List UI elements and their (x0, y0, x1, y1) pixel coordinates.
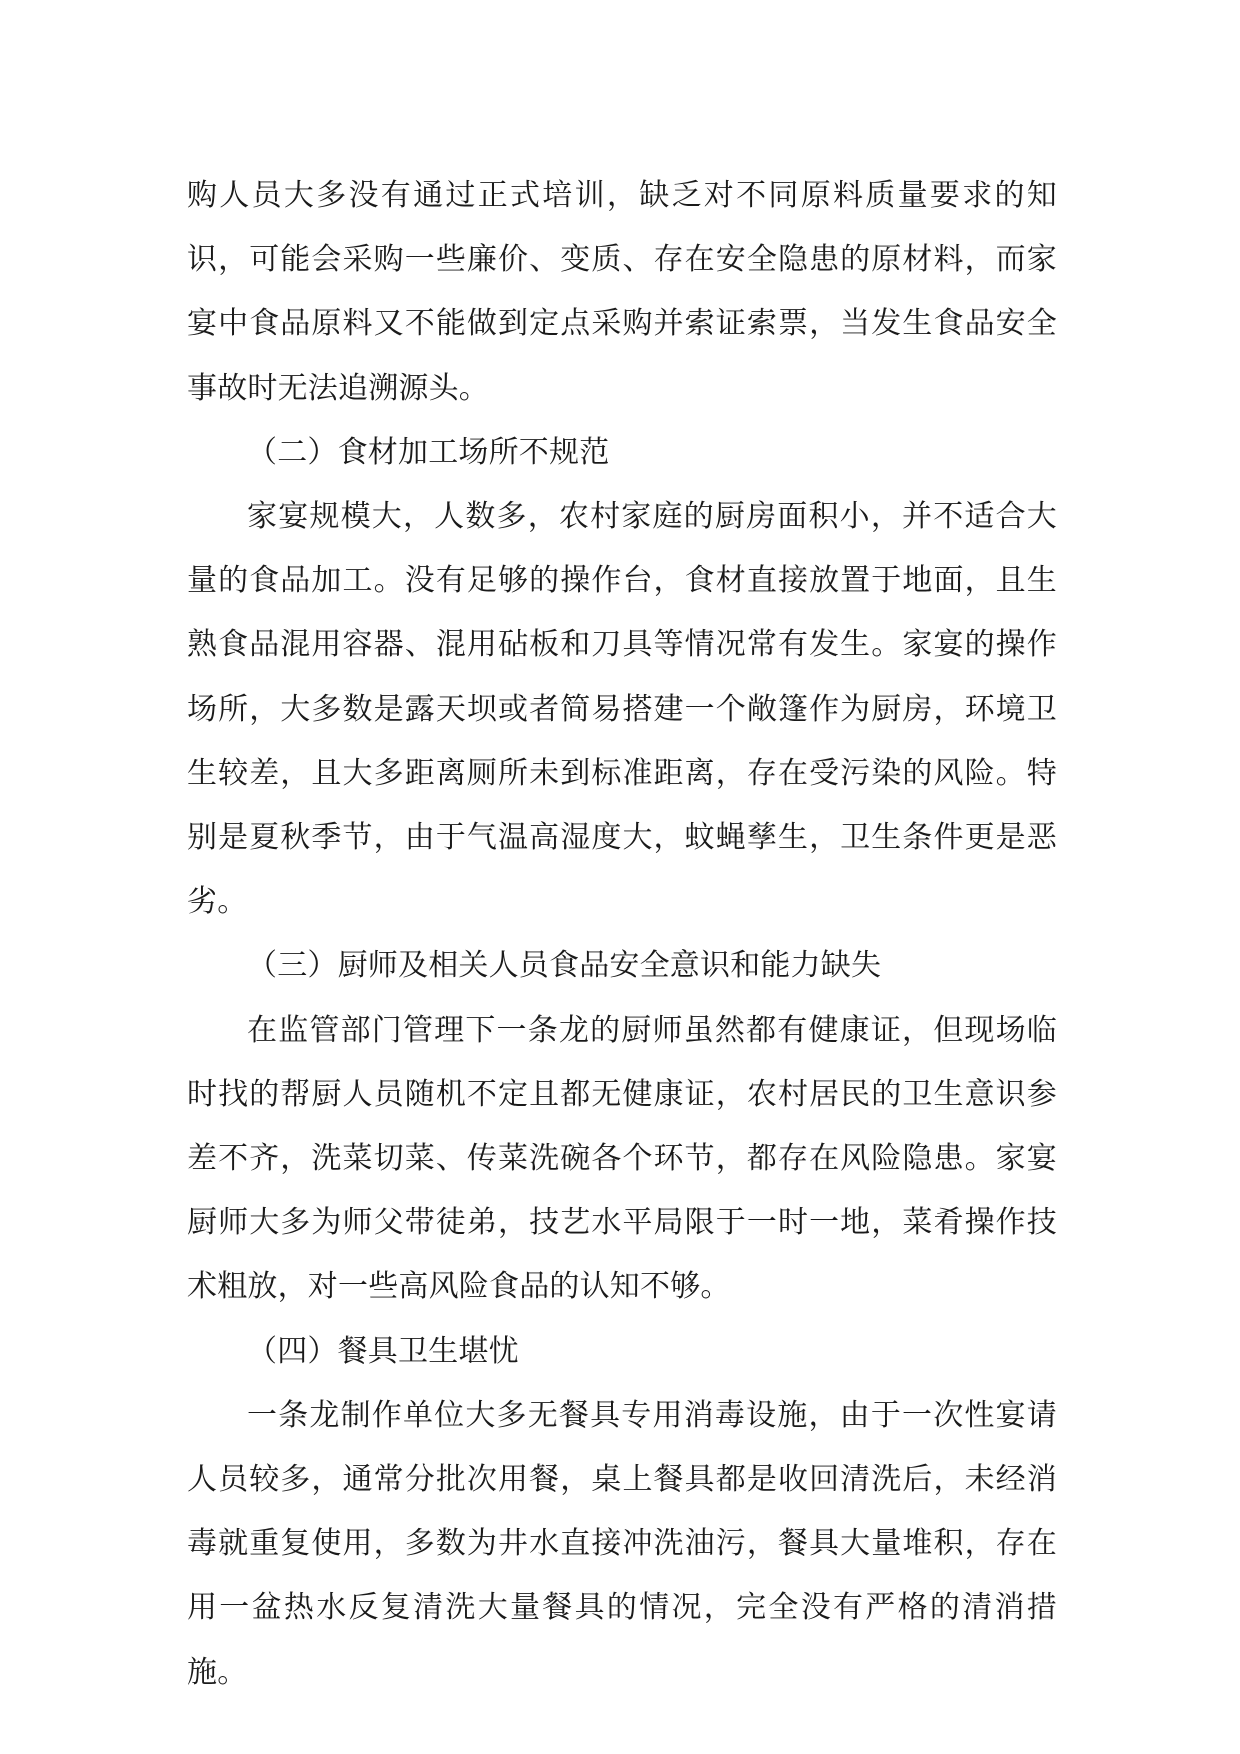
paragraph-chef-awareness: 在监管部门管理下一条龙的厨师虽然都有健康证，但现场临时找的帮厨人员随机不定且都无健康证，农村居民的卫生意识参差不齐，洗菜切菜、传菜洗碗各个环节，都存在风险隐患。家宴厨师大多为师父带徒弟，技艺水平局限于一时一地，菜肴操作技术粗放，对一些高风险食品的认知不够。 (187, 1012, 1057, 1305)
document-body (187, 164, 1057, 1705)
section-heading-4: （四）餐具卫生堪忧 (247, 1333, 519, 1369)
paragraph-tableware-hygiene: 一条龙制作单位大多无餐具专用消毒设施，由于一次性宴请人员较多，通常分批次用餐，桌上餐具都是收回清洗后，未经消毒就重复使用，多数为井水直接冲洗油污，餐具大量堆积，存在用一盆热水反复清洗大量餐具的情况，完全没有严格的清消措施。 (187, 1397, 1057, 1690)
paragraph-processing-site: 家宴规模大，人数多，农村家庭的厨房面积小，并不适合大量的食品加工。没有足够的操作台，食材直接放置于地面，且生熟食品混用容器、混用砧板和刀具等情况常有发生。家宴的操作场所，大多数是露天坝或者简易搭建一个敞篷作为厨房，环境卫生较差，且大多距离厕所未到标准距离，存在受污染的风险。特别是夏秋季节，由于气温高湿度大，蚊蝇孳生，卫生条件更是恶劣。 (187, 499, 1057, 920)
paragraph-continued: 购人员大多没有通过正式培训，缺乏对不同原料质量要求的知识，可能会采购一些廉价、变质、存在安全隐患的原材料，而家宴中食品原料又不能做到定点采购并索证索票，当发生食品安全事故时无法追溯源头。 (187, 178, 1057, 406)
section-heading-2: （二）食材加工场所不规范 (247, 434, 610, 470)
section-heading-3: （三）厨师及相关人员食品安全意识和能力缺失 (247, 948, 882, 984)
